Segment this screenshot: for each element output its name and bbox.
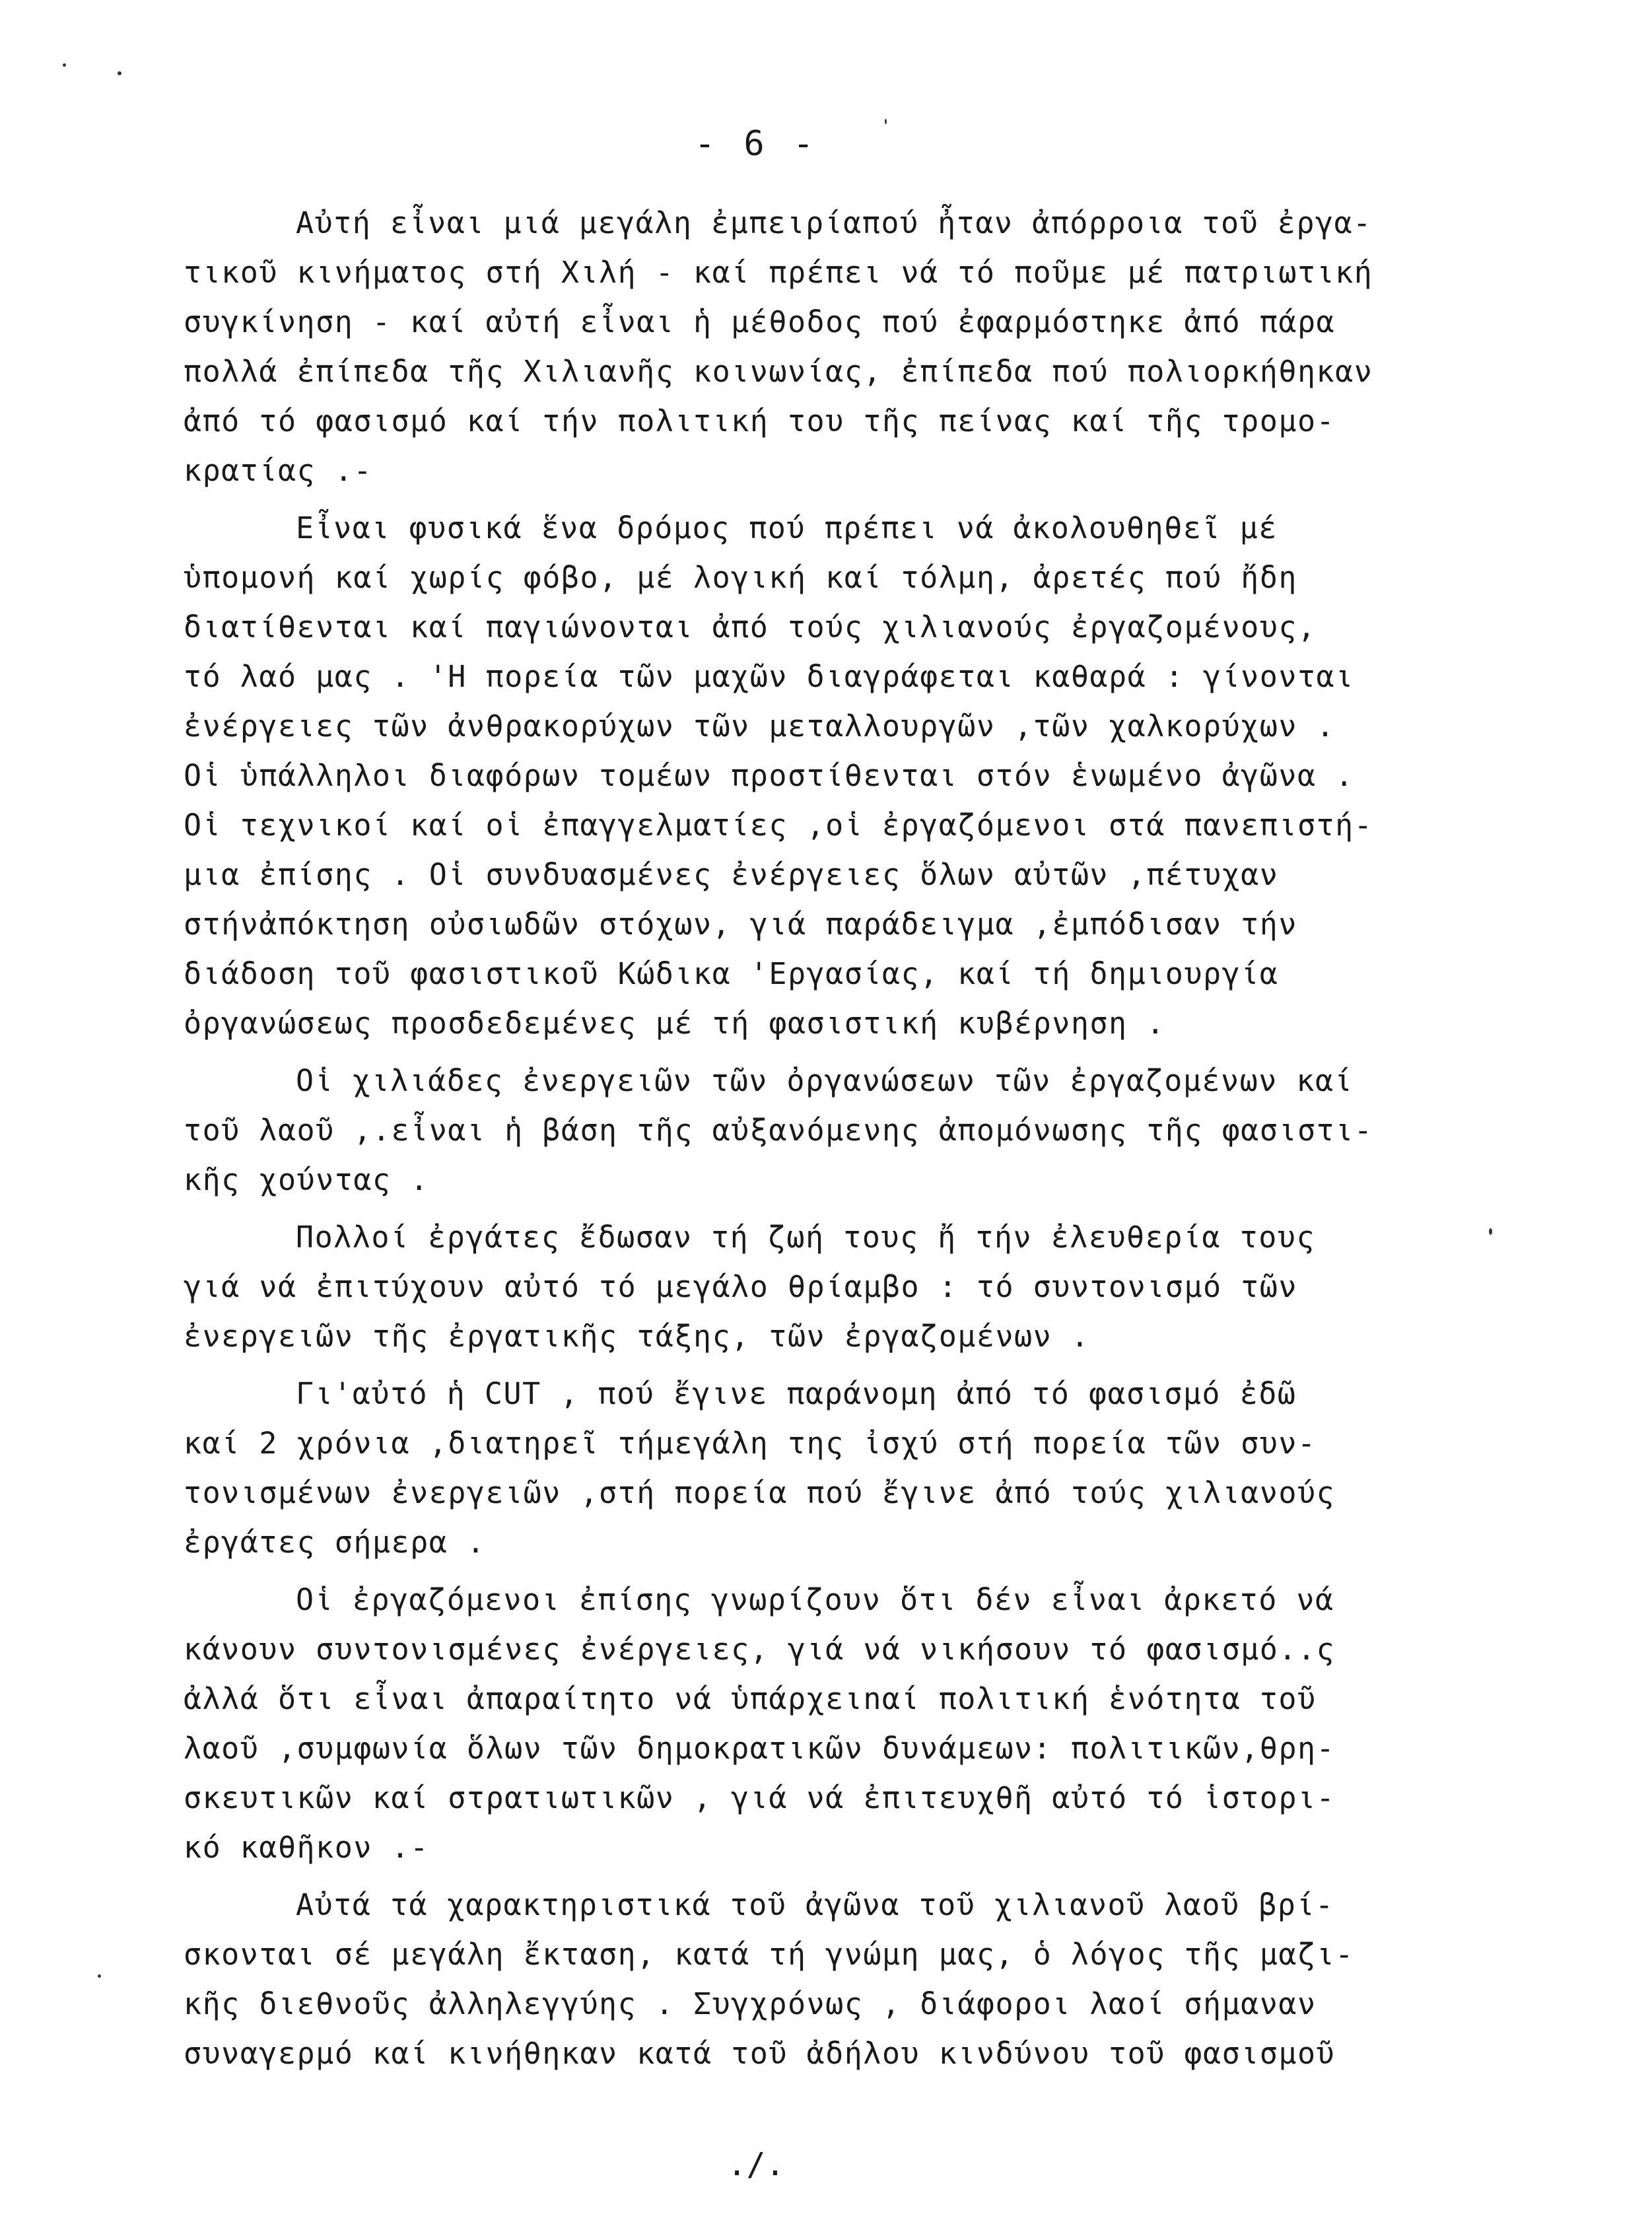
text-line: ἀπό τό φασισμό καί τήν πολιτική του τῆς πείνας καί τῆς τρομο- — [184, 403, 1336, 438]
scan-speck — [98, 1974, 101, 1978]
scan-speck — [885, 119, 887, 124]
scan-speck — [118, 71, 121, 75]
text-line: σκευτικῶν καί στρατιωτικῶν , γιά νά ἐπιτευχθῆ αὐτό τό ἱστορι- — [184, 1780, 1336, 1815]
scan-speck — [1489, 1228, 1492, 1235]
paragraph-6 — [184, 1575, 1478, 1872]
text-line: τονισμένων ἐνεργειῶν ,στή πορεία πού ἔγινε ἀπό τούς χιλιανούς — [184, 1475, 1336, 1510]
continuation-mark: ./. — [727, 2146, 785, 2183]
text-line: διάδοση τοῦ φασιστικοῦ Κώδικα 'Εργασίας, καί τή δημιουργία — [184, 956, 1279, 991]
page-number: - 6 - — [694, 124, 818, 164]
text-line: στήνἀπόκτηση οὐσιωδῶν στόχων, γιά παράδειγμα ,ἐμπόδισαν τήν — [184, 907, 1297, 942]
text-line: ὀργανώσεως προσδεδεμένες μέ τή φασιστική κυβέρνηση . — [184, 1006, 1165, 1041]
paragraph-5 — [184, 1369, 1478, 1567]
paragraph-2 — [184, 503, 1478, 1048]
text-line: Πολλοί ἐργάτες ἔδωσαν τή ζωή τους ἤ τήν ἐλευθερία τους — [296, 1220, 1315, 1255]
text-line: γιά νά ἐπιτύχουν αὐτό τό μεγάλο θρίαμβο : τό συντονισμό τῶν — [184, 1269, 1297, 1304]
text-line: Αὐτά τά χαρακτηριστικά τοῦ ἀγῶνα τοῦ χιλιανοῦ λαοῦ βρί- — [296, 1887, 1334, 1922]
text-line: κρατίας .- — [184, 453, 372, 488]
text-line: κῆς χούντας . — [184, 1162, 429, 1197]
text-line: μια ἐπίσης . Οἱ συνδυασμένες ἐνέργειες ὅλων αὐτῶν ,πέτυχαν — [184, 857, 1279, 892]
document-body — [184, 198, 1478, 2086]
text-line: πολλά ἐπίπεδα τῆς Χιλιανῆς κοινωνίας, ἐπίπεδα πού πολιορκήθηκαν — [184, 354, 1373, 389]
text-line: ἐνέργειες τῶν ἀνθρακορύχων τῶν μεταλλουργῶν ,τῶν χαλκορύχων . — [184, 709, 1336, 744]
text-line: λαοῦ ,συμφωνία ὅλων τῶν δημοκρατικῶν δυνάμεων: πολιτικῶν,θρη- — [184, 1731, 1336, 1766]
text-line: ἀλλά ὅτι εἶναι ἀπαραίτητο νά ὑπάρχειnαί πολιτική ἑνότητα τοῦ — [184, 1681, 1317, 1716]
text-line: Οἱ χιλιάδες ἐνεργειῶν τῶν ὀργανώσεων τῶν ἐργαζομένων καί — [296, 1063, 1354, 1098]
text-line: Οἱ ἐργαζόμενοι ἐπίσης γνωρίζουν ὅτι δέν εἶναι ἀρκετό νά — [296, 1582, 1334, 1617]
text-line: κάνουν συντονισμένες ἐνέργειες, γιά νά νικήσουν τό φασισμό..ς — [184, 1632, 1336, 1667]
text-line: Εἶναι φυσικά ἕνα δρόμος πού πρέπει νά ἀκολουθηθεῖ μέ — [296, 510, 1278, 545]
text-line: συναγερμό καί κινήθηκαν κατά τοῦ ἀδήλου κινδύνου τοῦ φασισμοῦ — [184, 2036, 1336, 2071]
text-line: συγκίνηση - καί αὐτή εἶναι ἡ μέθοδος πού ἐφαρμόστηκε ἀπό πάρα — [184, 304, 1336, 339]
text-line: Γι'αὐτό ἡ CUT , πού ἔγινε παράνομη ἀπό τό φασισμό ἐδῶ — [296, 1376, 1297, 1411]
text-line: τικοῦ κινήματος στή Χιλή - καί πρέπει νά τό ποῦμε μέ πατριωτική — [184, 255, 1373, 290]
text-line: τοῦ λαοῦ ,.εἶναι ἡ βάση τῆς αὐξανόμενης ἀπομόνωσης τῆς φασιστι- — [184, 1113, 1373, 1148]
text-line: κό καθῆκον .- — [184, 1830, 429, 1865]
text-line: τό λαό μας . 'Η πορεία τῶν μαχῶν διαγράφεται καθαρά : γίνονται — [184, 659, 1354, 694]
paragraph-3 — [184, 1056, 1478, 1204]
text-line: Οἱ ὑπάλληλοι διαφόρων τομέων προστίθενται στόν ἑνωμένο ἀγῶνα . — [184, 758, 1354, 793]
text-line: ὑπομονή καί χωρίς φόβο, μέ λογική καί τόλμη, ἀρετές πού ἤδη — [184, 560, 1297, 595]
text-line: Οἱ τεχνικοί καί οἱ ἐπαγγελματίες ,οἱ ἐργαζόμενοι στά πανεπιστή- — [184, 808, 1373, 843]
text-line: καί 2 χρόνια ,διατηρεῖ τήμεγάλη της ἰσχύ στή πορεία τῶν συν- — [184, 1426, 1317, 1461]
text-line: κῆς διεθνοῦς ἀλληλεγγύης . Συγχρόνως , διάφοροι λαοί σήμαναν — [184, 1986, 1317, 2021]
text-line: Αὐτή εἶναι μιά μεγάλη ἐμπειρίαπού ἦταν ἀπόρροια τοῦ ἐργα- — [296, 205, 1372, 240]
text-line: σκονται σέ μεγάλη ἔκταση, κατά τή γνώμη μας, ὁ λόγος τῆς μαζι- — [184, 1937, 1354, 1972]
scan-speck — [63, 63, 66, 67]
paragraph-1 — [184, 198, 1478, 495]
text-line: διατίθενται καί παγιώνονται ἀπό τούς χιλιανούς ἐργαζομένους, — [184, 610, 1317, 645]
text-line: ἐργάτες σήμερα . — [184, 1525, 486, 1560]
paragraph-7 — [184, 1880, 1478, 2078]
text-line: ἐνεργειῶν τῆς ἐργατικῆς τάξης, τῶν ἐργαζομένων . — [184, 1319, 1090, 1354]
paragraph-4 — [184, 1212, 1478, 1361]
